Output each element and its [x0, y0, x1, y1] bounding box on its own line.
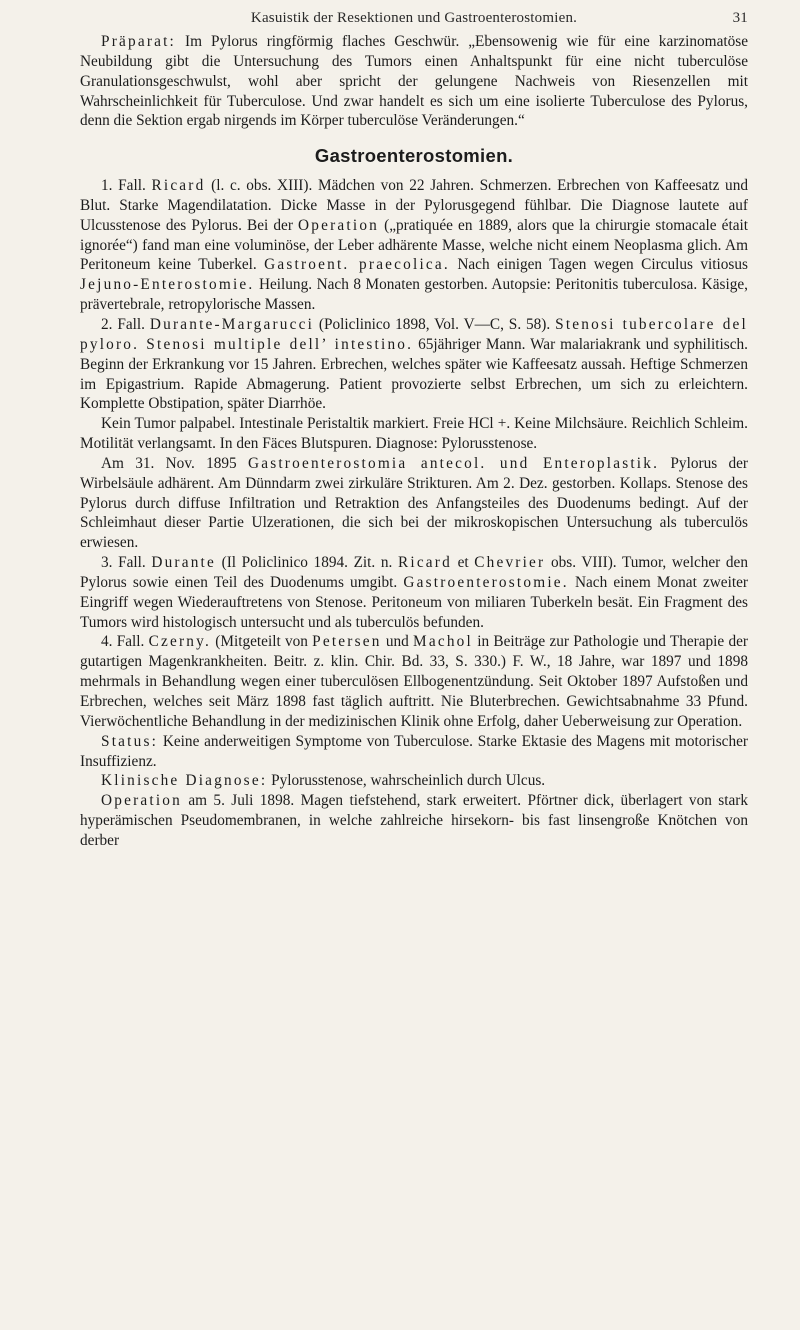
case-2-text-2: 65jähriger Mann. War malariakrank und syphilitisch. Beginn der Erkrankung vor 15 Jahren. Erbrechen, welches später wie Kaffeesatz aussah. Heftige Schmerzen im Epigastrium. Rapide Abmagerung. Patient provozierte selbst Erbrechen, um sich zu erleichtern. Komplette Obstipation, später Diarrhöe.	[80, 335, 749, 413]
case-4-operation-paragraph	[80, 791, 748, 851]
case-1-jejuno: Jejuno-Enterostomie.	[80, 276, 255, 294]
case-3-gastro: Gastroenterostomie.	[403, 573, 569, 591]
running-head	[80, 6, 748, 32]
case-4-text-2: und	[381, 633, 414, 651]
case-4-operation-text: am 5. Juli 1898. Magen tiefstehend, stark erweitert. Pförtner dick, überlagert von stark hyperämischen Pseudomembranen, in welche zahlreiche hirsekorn- bis fast linsengroße Knötchen von derber	[80, 792, 748, 849]
case-3-text-4: Nach einem Monat zweiter Eingriff wegen Wiederauftretens von Stenose. Peritoneum von miliaren Tuberkeln besät. Ein Fragment des Tumors wird histologisch untersucht und als tuberculös befunden.	[80, 573, 748, 631]
case-4-status-paragraph	[80, 732, 748, 772]
case-1-text-2: („pratiquée en 1889, alors que la chirurgie stomacale était ignorée“) fand man eine voluminöse, der Leber adhärente Masse, welche nicht einem Neoplasma glich. Am Peritoneum keine Tuberkel.	[80, 216, 748, 274]
case-4-text-3: in Beiträge zur Pathologie und Therapie der gutartigen Magenkrankheiten. Beitr. z. klin. Chir. Bd. 33, S. 330.) F. W., 18 Jahre, war 1897 und 1898 mehrmals in Behandlung wegen einer tuberculösen Ellbogenentzündung. Seit Oktober 1897 Aufstoßen und Erbrechen, welches seit März 1898 fast täglich auftritt. Nie Bluterbrechen. Gewichtsabnahme 33 Pfund. Vierwöchentliche Behandlung in der medizinischen Klinik ohne Erfolg, daher Ueberweisung zur Operation.	[80, 633, 749, 730]
case-4-text-1: (Mitgeteilt von	[211, 633, 313, 651]
case-1-paragraph	[80, 176, 748, 315]
case-1-text-4: Heilung. Nach 8 Monaten gestorben. Autopsie: Peritonitis tuberculosa. Käsige, prävertebrale, retropylorische Massen.	[80, 276, 748, 314]
case-4-diagnosis-label: Klinische Diagnose:	[101, 772, 268, 790]
case-2-paragraph	[80, 315, 748, 414]
specimen-paragraph	[80, 32, 748, 131]
case-2-p3-text: Pylorus der Wirbelsäule adhärent. Am Dünndarm zwei zirkuläre Strikturen. Am 2. Dez. gestorben. Kollaps. Stenose des Pylorus durch diffuse Infiltration und Retraktion des Anfangsteiles des Duodenums bedingt. Auf der Schleimhaut dieser Partie Ulzerationen, die sich bei der mikroskopischen Untersuchung als tuberculös erwiesen.	[80, 454, 748, 552]
case-2-p3-date: Am 31. Nov. 1895	[101, 454, 248, 472]
case-3-lead: 3. Fall.	[101, 554, 152, 572]
case-4-status-label: Status:	[101, 732, 159, 750]
case-1-text-1: (l. c. obs. XIII). Mädchen von 22 Jahren. Schmerzen. Erbrechen von Kaffeesatz und Blut. Starke Magendilatation. Dicke Masse in der Pylorusgegend fühlbar. Die Diagnose lautete auf Ulcusstenose des Pylorus. Bei der	[80, 177, 748, 234]
case-4-diagnosis-paragraph	[80, 771, 748, 791]
case-4-lead: 4. Fall.	[101, 633, 149, 651]
case-4-diagnosis-text: Pylorusstenose, wahrscheinlich durch Ulcus.	[267, 772, 546, 790]
case-4-status-text: Keine anderweitigen Symptome von Tuberculose. Starke Ektasie des Magens mit motorischer Insuffizienz.	[80, 732, 748, 770]
case-3-paragraph	[80, 553, 748, 632]
case-3-ricard: Ricard	[397, 554, 452, 572]
case-2-text-1: (Policlinico 1898, Vol. V—C, S. 58).	[314, 315, 556, 333]
specimen-label: Präparat:	[101, 33, 177, 50]
case-1-gastroent: Gastroent. praecolica.	[264, 256, 450, 274]
case-1-author: Ricard	[151, 177, 206, 195]
case-2-italian-title: Stenosi tubercolare del pyloro. Stenosi multiple dell’ intestino.	[80, 315, 748, 353]
case-3-text-2: et	[451, 554, 475, 572]
section-heading: Gastroenterostomien.	[314, 145, 514, 167]
case-2-lead: 2. Fall.	[101, 315, 150, 333]
case-3-author: Durante	[151, 554, 216, 572]
case-2-paragraph-2: Kein Tumor palpabel. Intestinale Peristaltik markiert. Freie HCl +. Keine Milchsäure. Reichlich Schleim. Motilität verlangsamt. In den Fäces Blutspuren. Diagnose: Pylorusstenose.	[80, 415, 748, 453]
case-4-machol: Machol	[413, 633, 473, 651]
case-3-chevrier: Chevrier	[474, 554, 546, 572]
case-1-operation: Operation	[298, 216, 380, 234]
page-body	[80, 32, 748, 851]
case-2-author: Durante-Margarucci	[149, 315, 315, 333]
case-4-operation-label: Operation	[101, 792, 182, 810]
case-4-author: Czerny.	[148, 633, 212, 651]
case-3-text-1: (Il Policlinico 1894. Zit. n.	[216, 554, 398, 572]
running-title: Kasuistik der Resektionen und Gastroenterostomien.	[250, 10, 578, 26]
specimen-text: Im Pylorus ringförmig flaches Geschwür. „Ebensowenig wie für eine karzinomatöse Neubildung gibt die Untersuchung des Tumors einen Anhaltspunkt für eine nicht tuberculöse Granulationsgeschwulst, wohl aber spricht der gelungene Nachweis von Riesenzellen mit Wahrscheinlichkeit für Tuberculose. Und zwar handelt es sich um eine isolierte Tuberculose des Pylorus, denn die Sektion ergab nirgends im Körper tuberculöse Veränderungen.“	[80, 33, 748, 130]
case-2-paragraph-3	[80, 454, 748, 553]
page-number: 31	[732, 10, 748, 26]
case-1-lead: 1. Fall.	[101, 177, 152, 195]
case-3-text-3: obs. VIII). Tumor, welcher den Pylorus sowie einen Teil des Duodenums umgibt.	[80, 554, 748, 591]
case-4-petersen: Petersen	[312, 633, 382, 651]
case-1-text-3: Nach einigen Tagen wegen Circulus vitiosus	[449, 256, 748, 274]
case-2-p3-operation: Gastroenterostomia antecol. und Enteroplastik.	[247, 454, 660, 472]
case-4-paragraph	[80, 632, 748, 731]
